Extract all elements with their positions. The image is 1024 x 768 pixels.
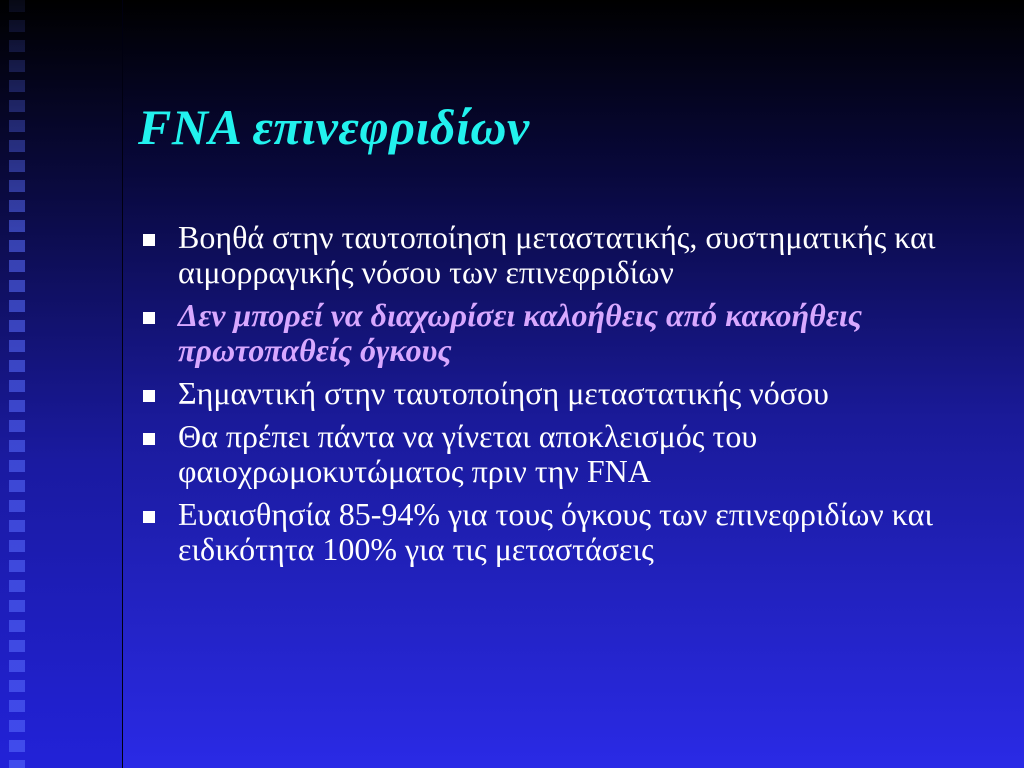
bullet-item [143,220,1003,290]
left-decorative-strip [0,0,123,768]
bullet-text: Σημαντική στην ταυτοποίηση μεταστατικής νόσου [178,375,829,411]
square-bullet-icon [143,390,155,402]
square-bullet-icon [143,433,155,445]
bullet-text: Ευαισθησία 85-94% για τους όγκους των επινεφριδίων και ειδικότητα 100% για τις μεταστάσεις [178,496,933,567]
bullet-list [143,220,1003,575]
bullet-item [143,298,1003,368]
square-bullet-icon [143,312,155,324]
slide-title: FNA επινεφριδίων [138,99,530,155]
square-bullet-icon [143,511,155,523]
bullet-item [143,376,1003,411]
square-pattern-decoration [9,0,25,768]
bullet-text: Θα πρέπει πάντα να γίνεται αποκλεισμός του φαιοχρωμοκυτώματος πριν την FNA [178,418,758,489]
bullet-text: Βοηθά στην ταυτοποίηση μεταστατικής, συστηματικής και αιμορραγικής νόσου των επινεφριδίων [178,219,936,290]
square-bullet-icon [143,234,155,246]
bullet-item [143,497,1003,567]
bullet-text-emphasized: Δεν μπορεί να διαχωρίσει καλοήθεις από κακοήθεις πρωτοπαθείς όγκους [178,297,862,368]
bullet-item [143,419,1003,489]
